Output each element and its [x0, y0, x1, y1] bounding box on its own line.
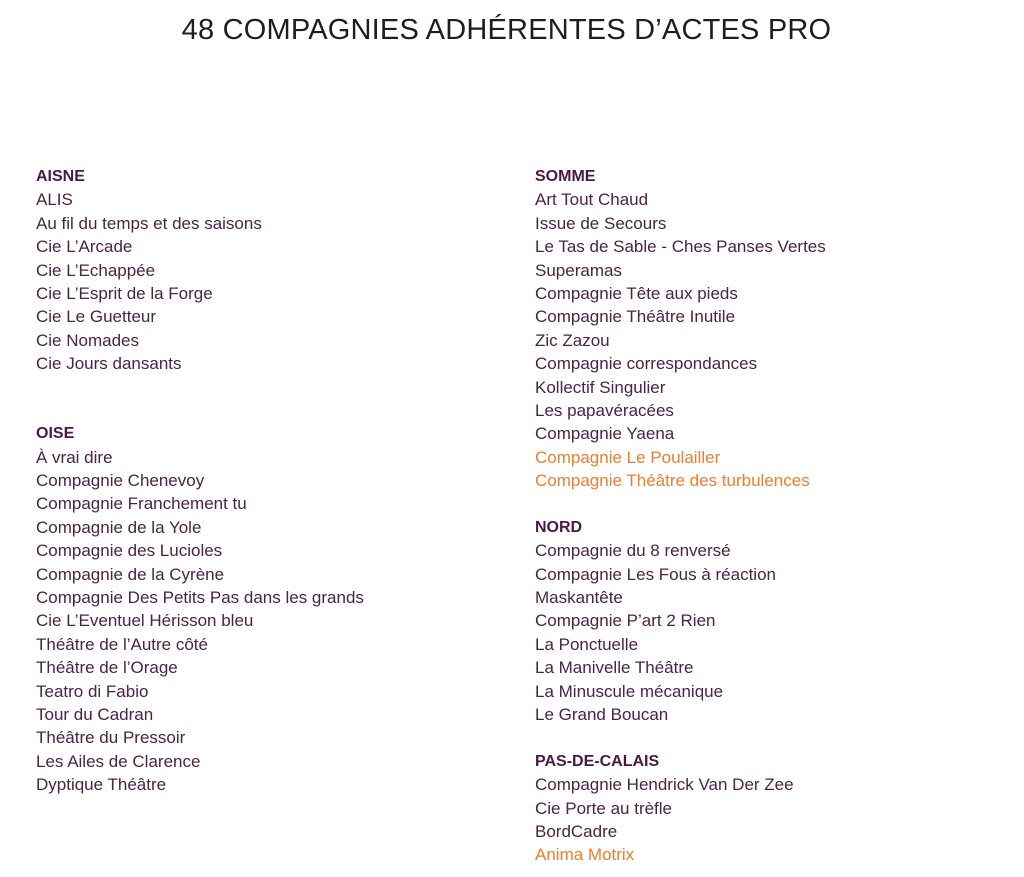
company-item: Compagnie Des Petits Pas dans les grands [36, 588, 364, 608]
company-item: Cie Le Guetteur [36, 307, 157, 327]
region-heading: OISE [36, 425, 75, 443]
region-nord [535, 516, 1005, 727]
company-item: Maskantête [535, 588, 623, 608]
company-item: Superamas [535, 260, 622, 280]
company-item: Cie Porte au trèfle [535, 798, 673, 818]
company-item: La Minuscule mécanique [535, 681, 724, 701]
region-oise [36, 422, 506, 796]
company-item: BordCadre [535, 821, 618, 841]
company-item: Les papavéracées [535, 400, 674, 420]
company-item: Théâtre de l’Orage [36, 658, 178, 678]
company-item: Compagnie correspondances [535, 354, 758, 374]
company-link[interactable]: Anima Motrix [535, 845, 635, 865]
company-item: Compagnie Théâtre Inutile [535, 307, 736, 327]
company-item: Compagnie de la Cyrène [36, 564, 225, 584]
company-item: Cie L’Eventuel Hérisson bleu [36, 611, 254, 631]
spacer [36, 376, 506, 423]
company-link[interactable]: Compagnie Le Poulailler [535, 447, 721, 467]
company-item: Cie Nomades [36, 330, 139, 350]
company-item: Dyptique Théâtre [36, 775, 167, 795]
region-heading: SOMME [535, 168, 596, 185]
company-item: Théâtre de l’Autre côté [36, 634, 208, 654]
company-item: Kollectif Singulier [535, 377, 666, 397]
company-item: Cie L’Esprit de la Forge [36, 283, 213, 303]
company-item: Compagnie du 8 renversé [535, 541, 731, 561]
region-somme [535, 165, 1005, 492]
page-title: 48 COMPAGNIES ADHÉRENTES D’ACTES PRO [181, 14, 832, 46]
company-item: Compagnie Franchement tu [36, 494, 247, 514]
company-item: Compagnie des Lucioles [36, 541, 223, 561]
company-item: Cie L’Arcade [36, 237, 133, 257]
company-item: Au fil du temps et des saisons [36, 213, 262, 233]
region-heading: AISNE [36, 168, 85, 185]
company-item: Compagnie Les Fous à réaction [535, 564, 776, 584]
company-item: Zic Zazou [535, 330, 610, 350]
company-item: La Ponctuelle [535, 634, 639, 654]
company-item: Cie L’Echappée [36, 260, 156, 280]
region-heading: NORD [535, 518, 583, 536]
company-item: Art Tout Chaud [535, 190, 649, 210]
company-item: ALIS [36, 190, 73, 210]
company-item: Cie Jours dansants [36, 354, 182, 374]
company-item: Compagnie Yaena [535, 424, 675, 444]
region-pas-de-calais [535, 750, 1005, 867]
company-item: Le Grand Boucan [535, 704, 669, 724]
company-item: Compagnie Hendrick Van Der Zee [535, 775, 794, 795]
company-item: Compagnie P’art 2 Rien [535, 611, 716, 631]
company-item: Teatro di Fabio [36, 681, 149, 701]
company-item: Le Tas de Sable - Ches Panses Vertes [535, 237, 826, 257]
right-column [535, 165, 1005, 867]
company-item: La Manivelle Théâtre [535, 658, 694, 678]
region-heading: PAS-DE-CALAIS [535, 752, 660, 770]
company-item: À vrai dire [36, 447, 113, 467]
company-link[interactable]: Compagnie Théâtre des turbulences [535, 471, 810, 491]
company-item: Tour du Cadran [36, 705, 154, 724]
company-item: Les Ailes de Clarence [36, 751, 201, 771]
company-item: Issue de Secours [535, 213, 667, 233]
company-item: Compagnie Chenevoy [36, 471, 205, 491]
company-item: Compagnie Tête aux pieds [535, 283, 738, 303]
spacer [535, 492, 1005, 515]
spacer [535, 726, 1005, 749]
company-item: Théâtre du Pressoir [36, 728, 186, 748]
company-item: Compagnie de la Yole [36, 517, 202, 537]
region-aisne [36, 165, 506, 376]
left-column [36, 165, 506, 797]
